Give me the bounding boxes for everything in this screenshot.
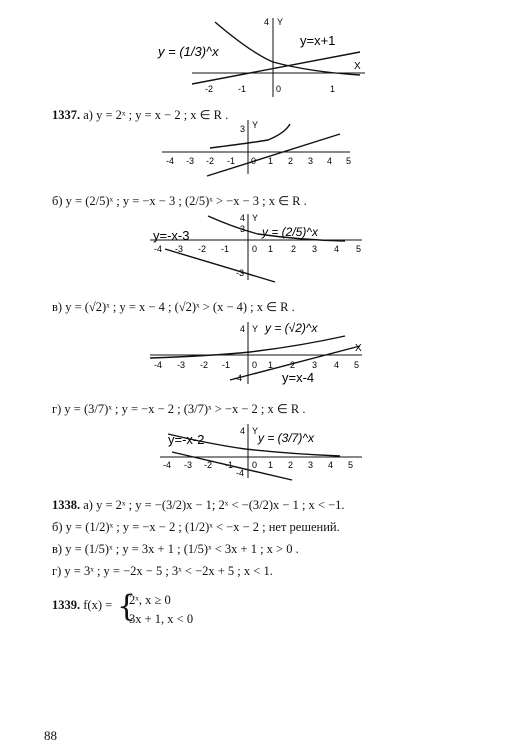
y-axis-label: Y [277,17,284,27]
tick-label: -4 [154,360,163,370]
y-tick-label: 4 [240,213,246,223]
function-lhs: f(x) = [83,598,113,612]
y-tick-label: 4 [240,426,246,436]
tick-label: -1 [221,244,230,254]
x-axis-label: X [355,343,362,354]
line-graph [207,134,340,176]
tick-label: 0 [252,460,258,470]
tick-label: 1 [268,156,274,166]
problem-number: 1338. [52,498,81,512]
tick-label: -1 [222,360,231,370]
tick-label: 1 [268,360,274,370]
problem-number: 1337. [52,108,81,122]
y-axis-label: Y [252,120,259,130]
page-number: 88 [44,728,57,743]
line-label: y=-x-3 [153,228,190,243]
problem-1337g [52,402,305,416]
tick-label: -2 [205,84,214,94]
tick-label: -3 [184,460,193,470]
tick-label: -4 [163,460,172,470]
tick-label: 5 [348,460,354,470]
tick-label: 4 [327,156,333,166]
problem-text: г) y = 3ˣ ; y = −2x − 5 ; 3ˣ < −2x + 5 ; x < 1. [52,564,273,578]
y-tick-label: 4 [264,17,270,27]
problem-1338b [52,520,340,534]
problem-text: б) y = (1/2)ˣ ; y = −x − 2 ; (1/2)ˣ < −x − 2 ; нет решений. [52,520,340,534]
curve-label: y = (3/7)^x [258,431,314,445]
tick-label: 2 [291,244,297,254]
tick-label: 1 [268,244,274,254]
tick-label: 2 [288,460,294,470]
tick-label: 5 [356,244,362,254]
tick-label: 0 [251,156,257,166]
problem-text: б) y = (2/5)ˣ ; y = −x − 3 ; (2/5)ˣ > −x − 3 ; x ∈ R . [52,194,307,208]
line-label: y=x+1 [300,33,336,48]
graph-b [0,210,507,280]
line-label: y=x-4 [282,370,315,385]
tick-label: 4 [334,360,340,370]
tick-label: -2 [206,156,215,166]
problem-1338v [52,542,299,556]
problem-text: в) y = (1/5)ˣ ; y = 3x + 1 ; (1/5)ˣ < 3x + 1 ; x > 0 . [52,542,299,556]
tick-label: 0 [276,84,282,94]
tick-label: -3 [186,156,195,166]
problem-number: 1339. [52,598,81,612]
y-tick-label: -4 [234,373,243,383]
tick-label: 3 [312,244,318,254]
curve-label: y = (2/5)^x [262,225,318,239]
tick-label: 0 [252,360,258,370]
tick-label: -4 [154,244,163,254]
problem-1338g [52,564,273,578]
y-tick-label: 4 [240,324,246,334]
tick-label: 3 [308,156,314,166]
y-tick-label: 3 [240,224,246,234]
x-axis-label: X [354,61,361,72]
piecewise-cases [117,589,237,630]
tick-label: 5 [346,156,352,166]
graph-g [0,418,507,488]
y-axis-label: Y [252,324,259,334]
tick-label: -3 [175,244,184,254]
tick-label: -4 [166,156,175,166]
problem-text: а) y = 2ˣ ; y = x − 2 ; x ∈ R . [83,108,229,122]
tick-label: 3 [312,360,318,370]
tick-label: 4 [334,244,340,254]
case-1: 2ˣ, x ≥ 0 [129,593,171,607]
graph-top [0,0,507,100]
problem-1338a [52,498,345,512]
curve-label: y = (√2)^x [265,321,318,335]
y-tick-label: -4 [236,468,245,478]
tick-label: 1 [330,84,336,94]
tick-label: 0 [252,244,258,254]
y-axis-label: Y [252,213,259,223]
tick-label: 3 [308,460,314,470]
tick-label: -1 [238,84,247,94]
curve-label: y = (1/3)^x [158,44,219,59]
problem-text: г) y = (3/7)ˣ ; y = −x − 2 ; (3/7)ˣ > −x − 2 ; x ∈ R . [52,402,306,416]
tick-label: -1 [225,460,234,470]
tick-label: -2 [200,360,209,370]
problem-1337v [52,300,295,314]
y-tick-label: -3 [236,268,245,278]
problem-1339 [52,598,112,613]
brace: { [117,589,137,624]
tick-label: 1 [268,460,274,470]
y-tick-label: 3 [240,124,246,134]
tick-label: -2 [198,244,207,254]
tick-label: 4 [328,460,334,470]
case-2: 3x + 1, x < 0 [129,612,194,626]
problem-text: а) y = 2ˣ ; y = −(3/2)x − 1; 2ˣ < −(3/2)x − 1 ; x < −1. [83,498,345,512]
tick-label: 5 [354,360,360,370]
problem-1337b [52,194,307,208]
tick-label: 2 [288,156,294,166]
tick-label: -3 [177,360,186,370]
tick-label: -1 [227,156,236,166]
curve-exp [210,124,290,148]
tick-label: -2 [204,460,213,470]
curve-exp [215,22,360,75]
graph-a [0,118,507,178]
problem-text: в) y = (√2)ˣ ; y = x − 4 ; (√2)ˣ > (x − 4) ; x ∈ R . [52,300,295,314]
tick-label: 2 [290,360,296,370]
line-label: y=-x-2 [168,432,205,447]
graph-v [0,318,507,388]
y-axis-label: Y [252,426,259,436]
